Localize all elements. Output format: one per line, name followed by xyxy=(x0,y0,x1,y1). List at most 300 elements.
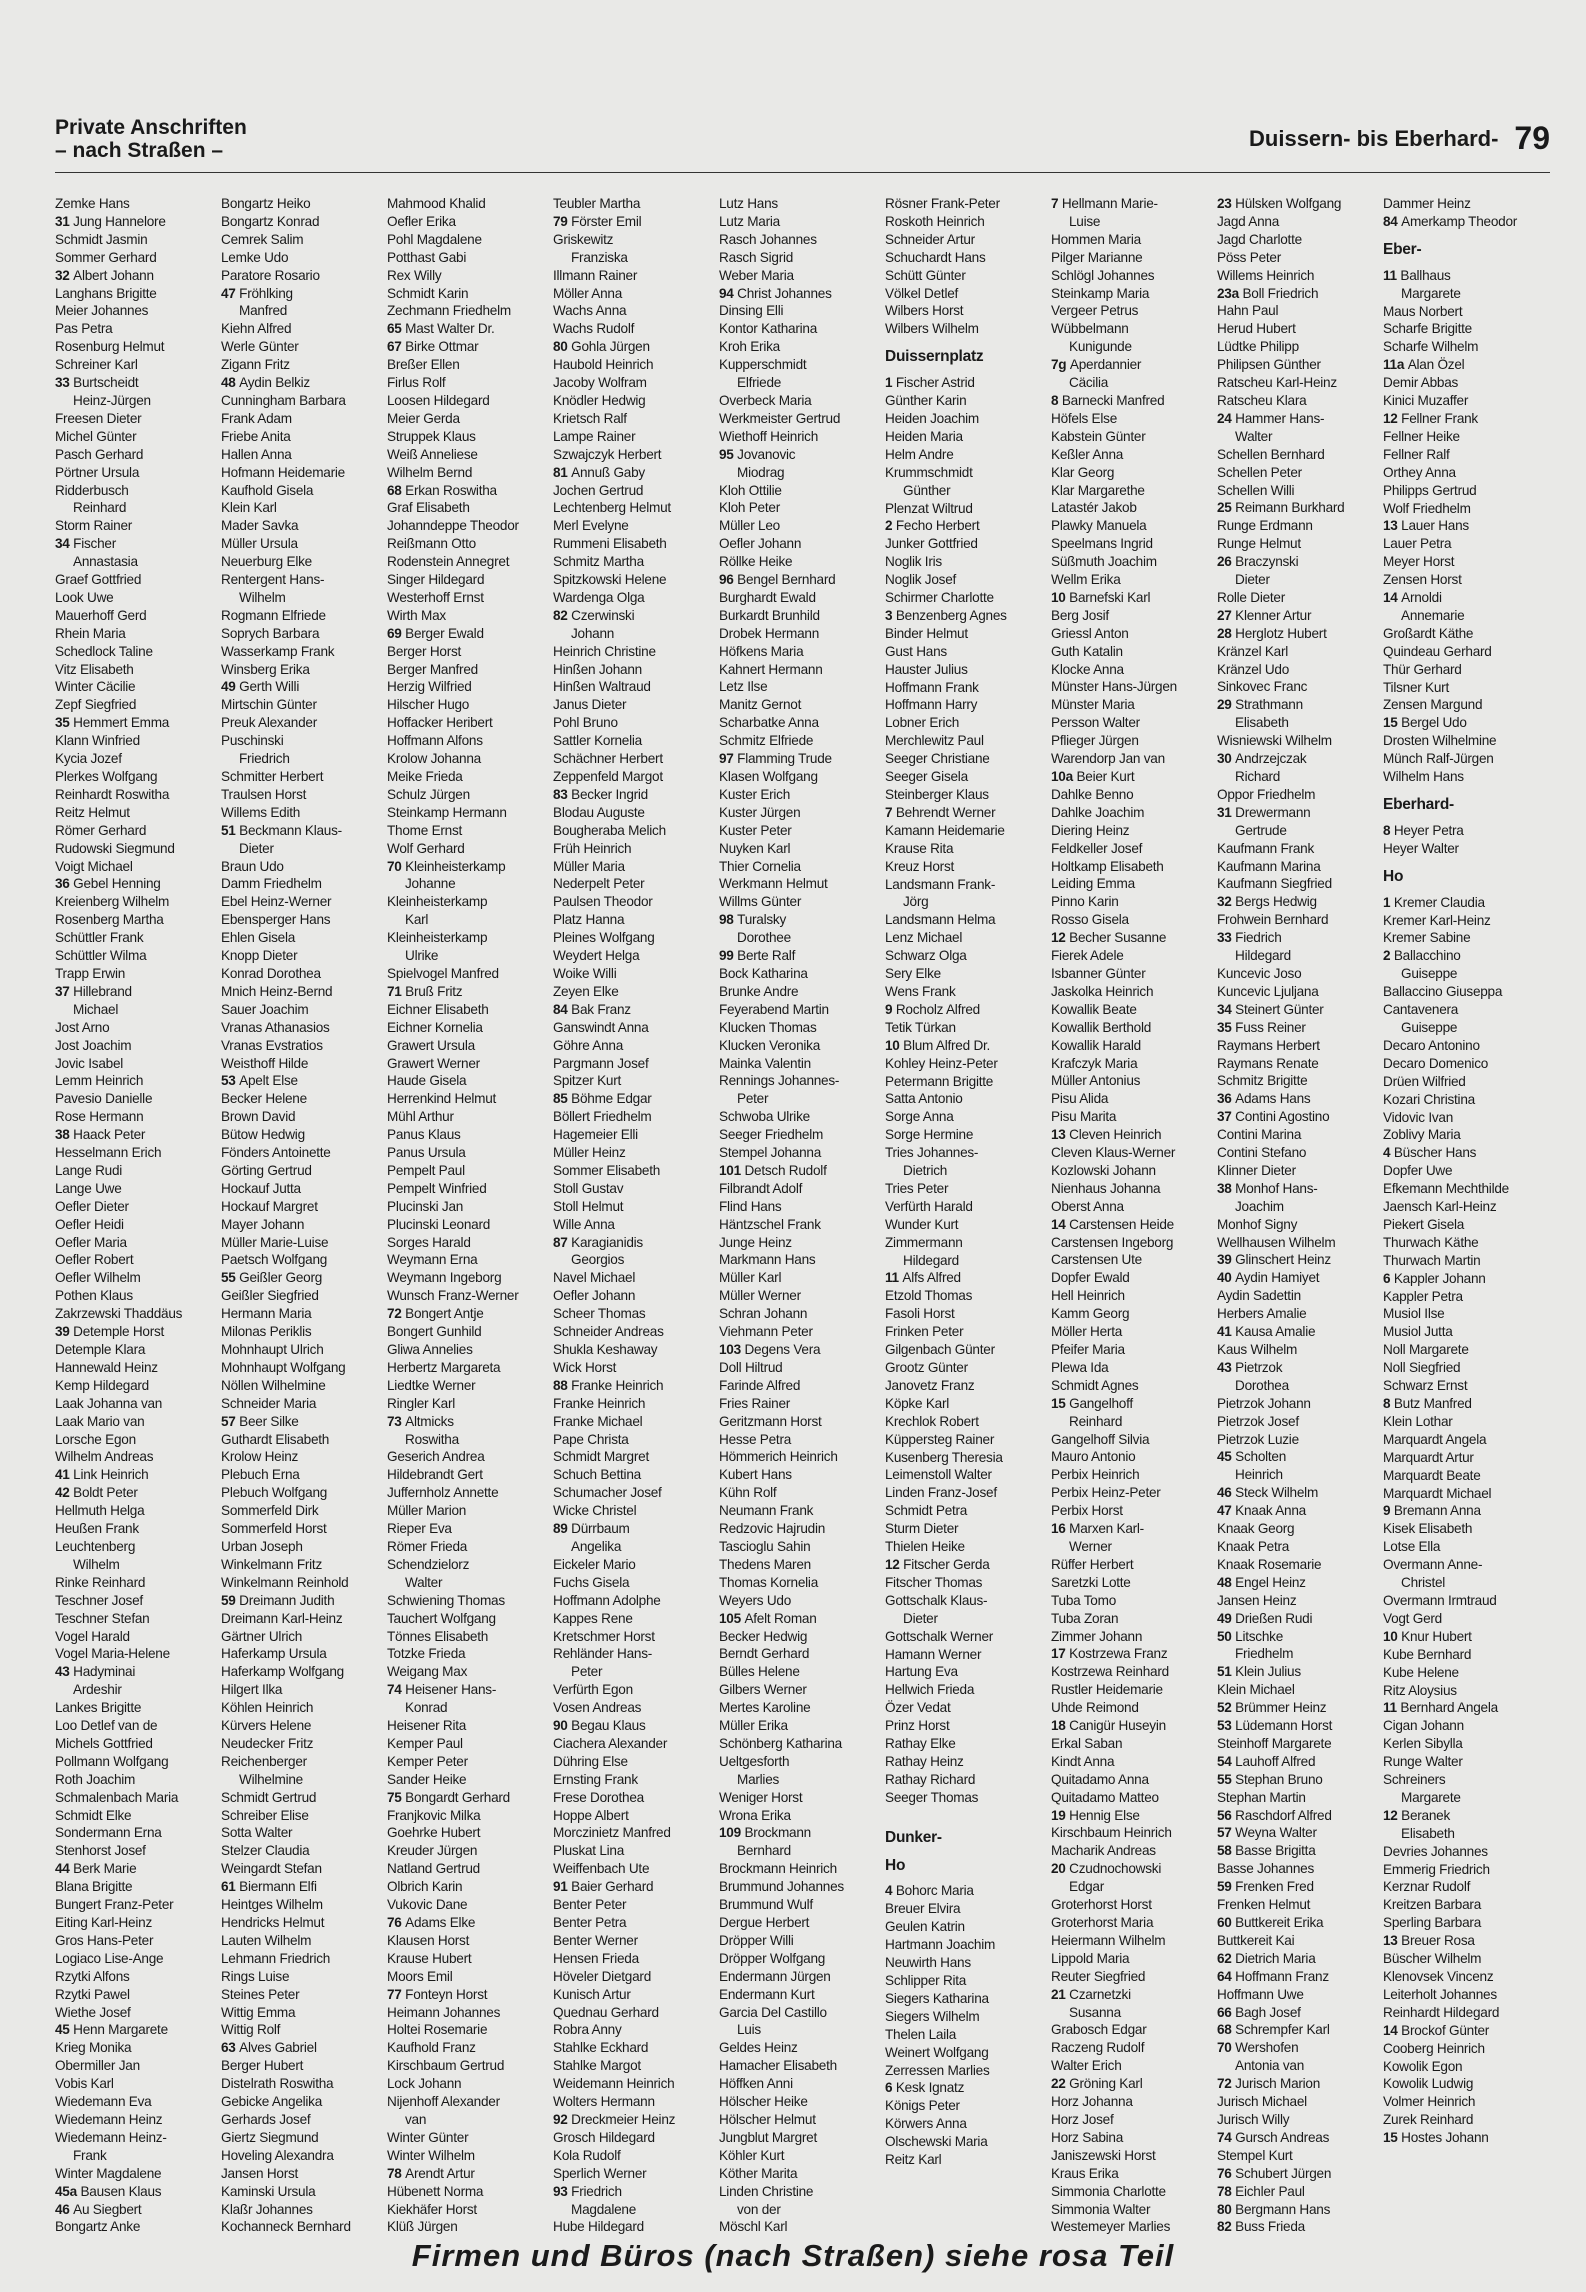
resident-name: Rodenstein Annegret xyxy=(387,554,510,570)
resident-name: Rings Luise xyxy=(221,1968,290,1984)
directory-entry xyxy=(221,482,379,500)
section-title-line1: Private Anschriften xyxy=(55,116,247,139)
resident-name: Rehländer Hans- xyxy=(553,1646,653,1662)
house-number: 7 xyxy=(1051,196,1062,211)
resident-name: Kloh Ottilie xyxy=(719,482,782,498)
directory-entry xyxy=(553,1198,711,1216)
directory-entry xyxy=(719,1681,877,1699)
directory-entry xyxy=(387,1681,545,1699)
resident-name: Annemarie xyxy=(1401,607,1465,623)
directory-entry xyxy=(885,661,1043,679)
directory-entry xyxy=(1051,732,1209,750)
resident-name: Janiszewski Horst xyxy=(1051,2147,1156,2163)
directory-entry xyxy=(1051,338,1209,356)
directory-entry xyxy=(387,1699,545,1717)
directory-entry xyxy=(55,410,213,428)
resident-name: Lock Johann xyxy=(387,2076,462,2092)
resident-name: Franjkovic Milka xyxy=(387,1807,481,1823)
resident-name: Kuncevic Ljuljana xyxy=(1217,983,1319,999)
directory-entry xyxy=(221,1287,379,1305)
directory-entry xyxy=(55,1287,213,1305)
directory-entry xyxy=(55,786,213,804)
house-number: 101 xyxy=(719,1162,745,1178)
directory-entry xyxy=(55,499,213,517)
resident-name: Dopfer Ewald xyxy=(1051,1270,1130,1286)
resident-name: Lauhoff Alfred xyxy=(1235,1753,1316,1769)
house-number: 81 xyxy=(553,464,572,480)
directory-entry xyxy=(553,1520,711,1538)
resident-name: Förster Emil xyxy=(571,213,642,229)
directory-entry xyxy=(1217,1807,1375,1825)
directory-entry xyxy=(387,464,545,482)
resident-name: Meier Johannes xyxy=(55,303,149,319)
directory-entry xyxy=(1051,1234,1209,1252)
resident-name: Perbix Horst xyxy=(1051,1503,1123,1519)
resident-name: Krause Rita xyxy=(885,840,954,856)
resident-name: Blum Alfred Dr. xyxy=(903,1037,991,1053)
resident-name: Spitzer Kurt xyxy=(553,1073,622,1089)
resident-name: Kohley Heinz-Peter xyxy=(885,1055,998,1071)
directory-entry xyxy=(1051,840,1209,858)
resident-name: Amerkamp Theodor xyxy=(1401,213,1518,229)
directory-entry xyxy=(885,1882,1043,1900)
directory-entry xyxy=(1383,607,1541,625)
house-number: 42 xyxy=(55,1485,74,1501)
directory-entry xyxy=(1051,1466,1209,1484)
resident-name: Buttkereit Kai xyxy=(1217,1932,1295,1948)
directory-entry xyxy=(553,1628,711,1646)
resident-name: Paratore Rosario xyxy=(221,267,320,283)
resident-name: Tascioglu Sahin xyxy=(719,1538,811,1554)
directory-entry xyxy=(55,625,213,643)
resident-name: Krieg Monika xyxy=(55,2040,132,2056)
directory-entry xyxy=(1217,1323,1375,1341)
resident-name: Herbers Amalie xyxy=(1217,1306,1307,1322)
resident-name: Mnich Heinz-Bernd xyxy=(221,983,333,999)
house-number: 17 xyxy=(1051,1646,1070,1662)
directory-entry xyxy=(1217,1287,1375,1305)
directory-entry xyxy=(55,1932,213,1950)
resident-name: Hermann Maria xyxy=(221,1306,312,1322)
resident-name: Leimenstoll Walter xyxy=(885,1467,992,1483)
resident-name: Merl Evelyne xyxy=(553,518,629,534)
directory-entry xyxy=(387,947,545,965)
resident-name: Knödler Hedwig xyxy=(553,392,646,408)
resident-name: Stempel Kurt xyxy=(1217,2147,1293,2163)
directory-entry xyxy=(221,1108,379,1126)
resident-name: Müller Ursula xyxy=(221,536,298,552)
resident-name: Sommerfeld Horst xyxy=(221,1521,327,1537)
directory-entry xyxy=(719,499,877,517)
resident-name: Seeger Friedhelm xyxy=(719,1127,824,1143)
directory-entry xyxy=(387,1377,545,1395)
resident-name: Müller Antonius xyxy=(1051,1073,1141,1089)
resident-name: Pöss Peter xyxy=(1217,249,1281,265)
resident-name: Vobis Karl xyxy=(55,2076,114,2092)
directory-entry xyxy=(1217,1986,1375,2004)
resident-name: Czerwinski xyxy=(571,607,635,623)
directory-entry xyxy=(885,2115,1043,2133)
resident-name: Kozlowski Johann xyxy=(1051,1162,1156,1178)
house-number: 76 xyxy=(1217,2165,1236,2181)
directory-entry xyxy=(719,1448,877,1466)
directory-entry xyxy=(221,320,379,338)
directory-entry xyxy=(221,768,379,786)
resident-name: Vogt Gerd xyxy=(1383,1610,1442,1626)
resident-name: Becker Ingrid xyxy=(571,786,648,802)
directory-entry xyxy=(885,2097,1043,2115)
directory-entry xyxy=(1383,1126,1541,1144)
resident-name: Rhein Maria xyxy=(55,625,126,641)
directory-entry xyxy=(387,875,545,893)
resident-name: Mertes Karoline xyxy=(719,1700,811,1716)
resident-name: Keßler Anna xyxy=(1051,446,1124,462)
resident-name: Oefler Johann xyxy=(553,1288,636,1304)
resident-name: Peter xyxy=(571,1664,603,1680)
directory-entry xyxy=(1383,1878,1541,1896)
resident-name: Noglik Iris xyxy=(885,554,942,570)
resident-name: Ratscheu Klara xyxy=(1217,392,1307,408)
directory-entry xyxy=(1051,2201,1209,2219)
directory-entry xyxy=(221,625,379,643)
directory-entry xyxy=(1217,553,1375,571)
resident-name: Tries Peter xyxy=(885,1180,949,1196)
resident-name: Gebicke Angelika xyxy=(221,2094,323,2110)
directory-entry xyxy=(1217,804,1375,822)
directory-entry xyxy=(885,517,1043,535)
directory-entry xyxy=(719,428,877,446)
resident-name: Guiseppe xyxy=(1401,966,1458,982)
directory-entry xyxy=(1051,1359,1209,1377)
directory-entry xyxy=(1217,1019,1375,1037)
resident-name: Alfs Alfred xyxy=(902,1270,961,1286)
resident-name: Decaro Domenico xyxy=(1383,1055,1489,1071)
directory-entry xyxy=(1383,2022,1541,2040)
directory-entry xyxy=(1383,1825,1541,1843)
directory-entry xyxy=(1217,786,1375,804)
directory-entry xyxy=(1217,750,1375,768)
resident-name: Endermann Kurt xyxy=(719,1986,815,2002)
resident-name: Geserich Andrea xyxy=(387,1449,485,1465)
directory-entry xyxy=(55,1431,213,1449)
resident-name: Grabosch Edgar xyxy=(1051,2022,1147,2038)
resident-name: Bongartz Konrad xyxy=(221,213,320,229)
directory-entry xyxy=(1217,732,1375,750)
resident-name: Arnoldi xyxy=(1401,590,1442,606)
resident-name: Weinert Wolfgang xyxy=(885,2044,989,2060)
directory-entry xyxy=(387,625,545,643)
directory-entry xyxy=(553,1413,711,1431)
directory-entry xyxy=(719,1162,877,1180)
resident-name: Reißmann Otto xyxy=(387,536,476,552)
resident-name: Overbeck Maria xyxy=(719,392,812,408)
directory-entry xyxy=(553,1377,711,1395)
resident-name: Voigt Michael xyxy=(55,858,133,874)
directory-entry xyxy=(387,374,545,392)
resident-name: Fellner Frank xyxy=(1401,410,1478,426)
resident-name: Hellmann Marie- xyxy=(1061,196,1158,211)
resident-name: Klucken Thomas xyxy=(719,1019,817,1035)
resident-name: Loo Detlef van de xyxy=(55,1718,158,1734)
directory-entry xyxy=(885,1954,1043,1972)
resident-name: Runge Erdmann xyxy=(1217,518,1313,534)
resident-name: Sommer Gerhard xyxy=(55,249,157,265)
resident-name: Mainka Valentin xyxy=(719,1055,811,1071)
directory-entry xyxy=(221,1359,379,1377)
house-number: 79 xyxy=(553,213,572,229)
directory-entry xyxy=(1051,1824,1209,1842)
resident-name: Drießen Rudi xyxy=(1235,1610,1313,1626)
directory-entry xyxy=(1217,1878,1375,1896)
directory-entry xyxy=(1051,2111,1209,2129)
resident-name: Höveler Dietgard xyxy=(553,1968,651,1984)
house-number: 25 xyxy=(1217,500,1236,516)
resident-name: Tuba Zoran xyxy=(1051,1610,1119,1626)
house-number: 51 xyxy=(1217,1664,1236,1680)
directory-entry xyxy=(553,643,711,661)
directory-entry xyxy=(885,195,1043,213)
directory-entry xyxy=(885,929,1043,947)
resident-name: Distelrath Roswitha xyxy=(221,2076,334,2092)
house-number: 22 xyxy=(1051,2076,1070,2092)
directory-entry xyxy=(1217,1824,1375,1842)
resident-name: Kuster Jürgen xyxy=(719,804,801,820)
directory-entry xyxy=(719,1431,877,1449)
resident-name: Baier Gerhard xyxy=(571,1879,654,1895)
resident-name: Oefler Johann xyxy=(719,536,802,552)
house-number: 48 xyxy=(221,375,240,391)
resident-name: Brummund Wulf xyxy=(719,1897,813,1913)
directory-entry xyxy=(55,2165,213,2183)
resident-name: Plucinski Leonard xyxy=(387,1216,491,1232)
directory-entry xyxy=(719,1950,877,1968)
directory-entry xyxy=(719,1878,877,1896)
resident-name: Behrendt Werner xyxy=(895,804,996,820)
directory-entry xyxy=(1051,1735,1209,1753)
directory-entry xyxy=(221,267,379,285)
resident-name: Wilbers Horst xyxy=(885,303,964,319)
resident-name: Decaro Antonino xyxy=(1383,1037,1480,1053)
directory-entry xyxy=(1217,1681,1375,1699)
directory-entry xyxy=(55,1198,213,1216)
resident-name: Geißler Georg xyxy=(239,1270,323,1286)
directory-entry xyxy=(387,643,545,661)
directory-entry xyxy=(1051,213,1209,231)
directory-entry xyxy=(55,2129,213,2147)
resident-name: Jung Hannelore xyxy=(73,213,166,229)
directory-entry xyxy=(1217,249,1375,267)
directory-entry xyxy=(1217,2075,1375,2093)
directory-entry xyxy=(553,858,711,876)
house-number: 1 xyxy=(1383,894,1394,910)
resident-name: Ueltgesforth xyxy=(719,1753,790,1769)
resident-name: Steck Wilhelm xyxy=(1235,1485,1319,1501)
directory-entry xyxy=(1383,714,1541,732)
resident-name: Basse Johannes xyxy=(1217,1861,1315,1877)
resident-name: Gust Hans xyxy=(885,643,947,659)
resident-name: Sorge Hermine xyxy=(885,1127,974,1143)
directory-entry xyxy=(719,858,877,876)
resident-name: Dergue Herbert xyxy=(719,1915,810,1930)
directory-entry xyxy=(387,929,545,947)
resident-name: Wick Horst xyxy=(553,1359,617,1375)
resident-name: Kowolik Egon xyxy=(1383,2058,1463,2074)
house-number: 26 xyxy=(1217,554,1236,570)
directory-entry xyxy=(719,1645,877,1663)
house-number: 10 xyxy=(885,1037,904,1053)
directory-entry xyxy=(55,1789,213,1807)
resident-name: Weisthoff Hilde xyxy=(221,1055,309,1071)
resident-name: Perbix Heinrich xyxy=(1051,1467,1140,1483)
directory-entry xyxy=(55,1019,213,1037)
resident-name: Haferkamp Ursula xyxy=(221,1646,327,1662)
resident-name: Runge Helmut xyxy=(1217,536,1301,552)
resident-name: Walter xyxy=(405,1574,443,1590)
directory-entry xyxy=(221,1090,379,1108)
directory-entry xyxy=(387,2111,545,2129)
resident-name: Runge Walter xyxy=(1383,1754,1463,1770)
directory-entry xyxy=(885,911,1043,929)
directory-entry xyxy=(719,1538,877,1556)
directory-entry xyxy=(885,1431,1043,1449)
resident-name: Schwarz Ernst xyxy=(1383,1378,1468,1394)
resident-name: Weiß Anneliese xyxy=(387,446,478,462)
resident-name: Kleinheisterkamp xyxy=(405,858,506,874)
resident-name: Stelzer Claudia xyxy=(221,1843,310,1859)
resident-name: Hemmert Emma xyxy=(73,715,170,731)
resident-name: Horz Josef xyxy=(1051,2111,1114,2127)
directory-entry xyxy=(221,965,379,983)
directory-entry xyxy=(885,2062,1043,2080)
house-number: 37 xyxy=(1217,1109,1236,1125)
directory-entry xyxy=(55,1037,213,1055)
resident-name: Franke Heinrich xyxy=(571,1377,664,1393)
resident-name: Guiseppe xyxy=(1401,1019,1458,1035)
directory-entry xyxy=(55,1538,213,1556)
directory-entry xyxy=(553,517,711,535)
directory-entry xyxy=(1051,1842,1209,1860)
directory-entry xyxy=(1383,320,1541,338)
resident-name: Biermann Elfi xyxy=(239,1879,317,1895)
resident-name: Kuster Peter xyxy=(719,822,792,838)
directory-entry xyxy=(885,2026,1043,2044)
directory-entry xyxy=(221,1735,379,1753)
directory-entry xyxy=(1383,750,1541,768)
resident-name: Zoblivy Maria xyxy=(1383,1127,1461,1143)
directory-entry xyxy=(55,464,213,482)
directory-entry xyxy=(221,840,379,858)
directory-entry xyxy=(1217,374,1375,392)
directory-entry xyxy=(1051,356,1209,374)
resident-name: Mayer Johann xyxy=(221,1216,305,1232)
resident-name: Quednau Gerhard xyxy=(553,2004,659,2020)
resident-name: Marquardt Angela xyxy=(1383,1431,1487,1447)
house-number: 105 xyxy=(719,1610,745,1626)
directory-entry xyxy=(553,661,711,679)
resident-name: Vranas Evstratios xyxy=(221,1037,323,1053)
directory-entry xyxy=(387,1126,545,1144)
resident-name: Hübenett Norma xyxy=(387,2183,484,2199)
resident-name: Wiedemann Heinz xyxy=(55,2111,163,2127)
directory-entry xyxy=(55,1699,213,1717)
house-number: 74 xyxy=(1217,2129,1236,2145)
resident-name: Musiol Jutta xyxy=(1383,1324,1453,1340)
directory-entry xyxy=(55,678,213,696)
directory-entry xyxy=(1383,1216,1541,1234)
directory-entry xyxy=(55,302,213,320)
resident-name: Grootz Günter xyxy=(885,1360,968,1375)
house-number: 10 xyxy=(1383,1628,1402,1644)
directory-entry xyxy=(221,338,379,356)
directory-entry xyxy=(553,535,711,553)
directory-entry xyxy=(553,446,711,464)
directory-entry xyxy=(885,1108,1043,1126)
resident-name: Roswitha xyxy=(405,1431,459,1447)
resident-name: Turalsky xyxy=(737,912,787,928)
directory-entry xyxy=(387,1824,545,1842)
resident-name: Pisu Marita xyxy=(1051,1109,1117,1125)
resident-name: Leiterholt Johannes xyxy=(1383,1986,1497,2002)
directory-entry xyxy=(1383,1896,1541,1914)
directory-entry xyxy=(221,1807,379,1825)
resident-name: Farinde Alfred xyxy=(719,1377,801,1393)
directory-entry xyxy=(55,696,213,714)
resident-name: Stempel Johanna xyxy=(719,1145,822,1161)
directory-entry xyxy=(1217,1305,1375,1323)
resident-name: Steinkamp Maria xyxy=(1051,285,1150,301)
directory-entry xyxy=(387,553,545,571)
resident-name: Kabstein Günter xyxy=(1051,428,1146,444)
directory-entry xyxy=(55,535,213,553)
directory-entry xyxy=(1383,464,1541,482)
directory-entry xyxy=(387,2075,545,2093)
resident-name: Rieper Eva xyxy=(387,1521,452,1537)
resident-name: Schirmer Charlotte xyxy=(885,590,994,606)
house-number: 32 xyxy=(1217,894,1236,910)
directory-entry xyxy=(719,374,877,392)
directory-entry xyxy=(221,1860,379,1878)
resident-name: Burtscheidt xyxy=(73,375,139,391)
directory-column-9 xyxy=(1383,195,1541,2235)
resident-name: Christel xyxy=(1401,1575,1446,1591)
directory-entry xyxy=(55,1592,213,1610)
directory-entry xyxy=(885,410,1043,428)
directory-entry xyxy=(553,1717,711,1735)
resident-name: Pempelt Paul xyxy=(387,1162,465,1178)
directory-entry xyxy=(1383,1932,1541,1950)
directory-entry xyxy=(387,267,545,285)
resident-name: Beer Silke xyxy=(239,1413,299,1429)
resident-name: Kausa Amalie xyxy=(1235,1324,1316,1340)
directory-entry xyxy=(1217,1842,1375,1860)
directory-entry xyxy=(55,1628,213,1646)
resident-name: Klinner Dieter xyxy=(1217,1162,1296,1178)
resident-name: Leuchtenberg xyxy=(55,1538,136,1554)
resident-name: Zimmermann xyxy=(885,1234,963,1250)
house-number: 14 xyxy=(1383,590,1402,606)
resident-name: Dreckmeier Heinz xyxy=(571,2111,676,2127)
resident-name: Fierek Adele xyxy=(1051,948,1124,964)
resident-name: Hommen Maria xyxy=(1051,231,1141,247)
resident-name: Bausen Klaus xyxy=(80,2183,162,2199)
resident-name: Edgar xyxy=(1069,1879,1105,1895)
resident-name: Endermann Jürgen xyxy=(719,1968,831,1984)
directory-entry xyxy=(553,929,711,947)
resident-name: Saretzki Lotte xyxy=(1051,1574,1131,1590)
directory-entry xyxy=(55,267,213,285)
resident-name: Alves Gabriel xyxy=(239,2040,317,2056)
resident-name: Karl xyxy=(405,912,429,928)
